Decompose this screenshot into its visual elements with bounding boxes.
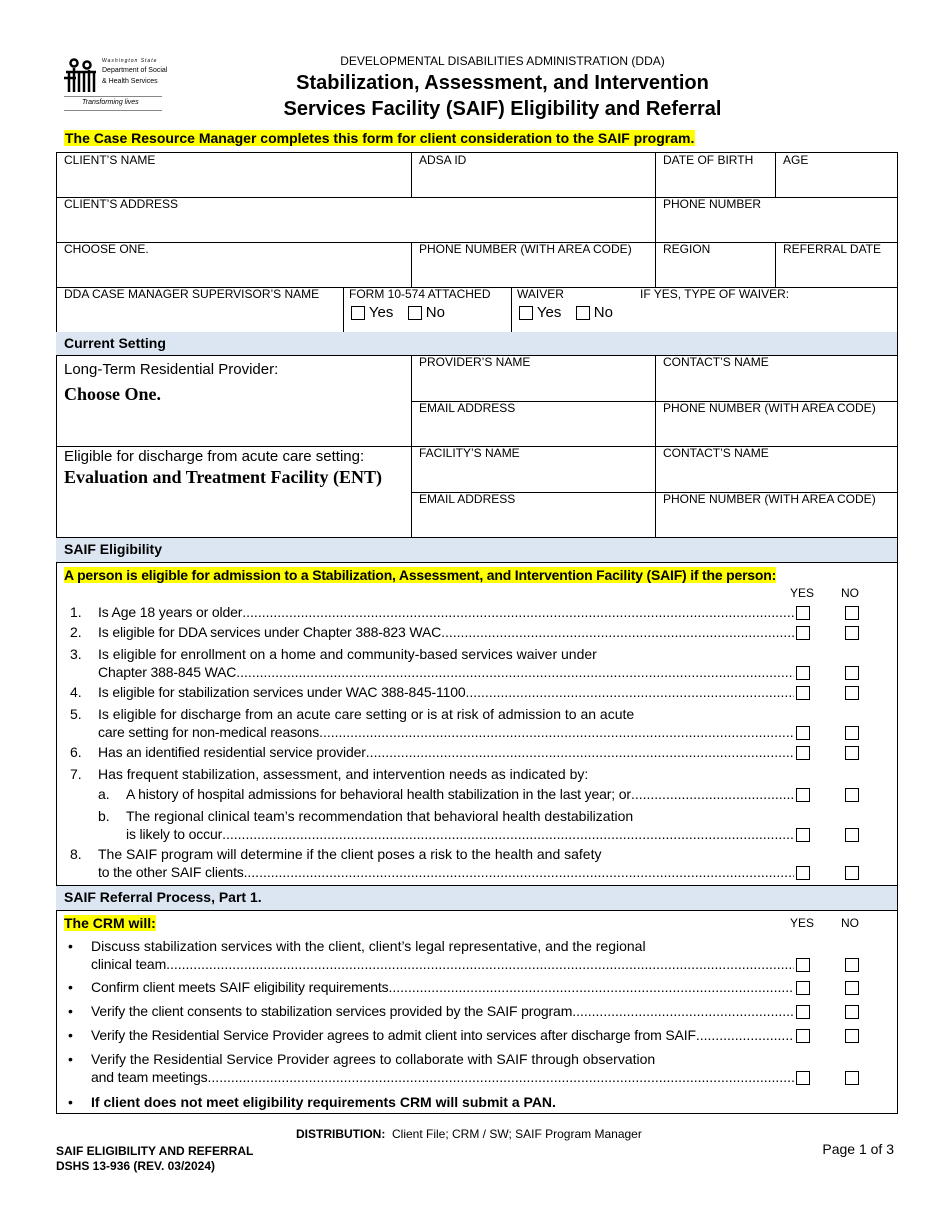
- instruction-text: The Case Resource Manager completes this form for client consideration to the SAIF program.: [65, 130, 695, 146]
- discharge-section: [56, 446, 412, 538]
- item-text: Discuss stabilization services with the client, client’s legal representative, and the regional: [91, 938, 646, 954]
- item-text: The regional clinical team’s recommendation that behavioral health destabilization: [126, 808, 634, 824]
- dob-field[interactable]: DATE OF BIRTH: [655, 152, 776, 198]
- yes-column-label: YES: [790, 586, 815, 600]
- no-checkbox[interactable]: [845, 981, 859, 995]
- yes-checkbox[interactable]: [796, 746, 810, 760]
- no-checkbox[interactable]: [845, 1071, 859, 1085]
- yes-checkbox[interactable]: [796, 828, 810, 842]
- supervisor-field[interactable]: DDA CASE MANAGER SUPERVISOR’S NAME: [56, 287, 344, 333]
- item-number: 7.: [70, 766, 82, 782]
- item-line: is likely to occur .....: [126, 826, 794, 843]
- provider-email-field[interactable]: EMAIL ADDRESS: [411, 401, 656, 447]
- form-title-2: Services Facility (SAIF) Eligibility and Referral: [283, 98, 722, 120]
- item-line: A history of hospital admissions for behavioral health stabilization in the last year; or .....: [126, 786, 794, 803]
- facility-phone-field[interactable]: PHONE NUMBER (WITH AREA CODE): [655, 492, 898, 538]
- item-text: Verify the Residential Service Provider agrees to collaborate with SAIF through observation: [91, 1051, 656, 1067]
- referral-date-field[interactable]: REFERRAL DATE: [775, 242, 898, 288]
- yes-checkbox[interactable]: [796, 866, 810, 880]
- distribution-value: Client File; CRM / SW; SAIF Program Manager: [392, 1127, 642, 1141]
- form-name: SAIF ELIGIBILITY AND REFERRAL: [56, 1144, 254, 1158]
- waiver-yes-checkbox[interactable]: [519, 306, 533, 320]
- bullet: •: [68, 1051, 73, 1067]
- form-attached-group: FORM 10-574 ATTACHED Yes No: [343, 287, 512, 333]
- ltr-provider-section: [56, 355, 412, 447]
- yes-checkbox[interactable]: [796, 686, 810, 700]
- distribution-label: DISTRIBUTION:: [296, 1127, 386, 1141]
- yes-checkbox[interactable]: [796, 981, 810, 995]
- no-checkbox[interactable]: [845, 866, 859, 880]
- item-line: Has an identified residential service provider .....: [98, 744, 794, 761]
- client-name-field[interactable]: CLIENT’S NAME: [56, 152, 412, 198]
- item-number: b.: [98, 808, 110, 824]
- item-number: a.: [98, 786, 110, 802]
- yes-checkbox[interactable]: [796, 726, 810, 740]
- no-checkbox[interactable]: [845, 606, 859, 620]
- bullet: •: [68, 1003, 73, 1019]
- yes-label: Yes: [368, 304, 394, 321]
- bullet: •: [68, 1094, 73, 1110]
- form-number: DSHS 13-936 (REV. 03/2024): [56, 1159, 215, 1173]
- item-number: 2.: [70, 624, 82, 640]
- provider-phone-field[interactable]: PHONE NUMBER (WITH AREA CODE): [655, 401, 898, 447]
- item-line: Chapter 388-845 WAC .....: [98, 664, 794, 681]
- yes-checkbox[interactable]: [796, 958, 810, 972]
- yes-checkbox[interactable]: [796, 1005, 810, 1019]
- yes-checkbox[interactable]: [796, 626, 810, 640]
- yes-checkbox[interactable]: [796, 666, 810, 680]
- item-number: 6.: [70, 744, 82, 760]
- yes-checkbox[interactable]: [796, 788, 810, 802]
- item-text: Is eligible for discharge from an acute care setting or is at risk of admission to an acute: [98, 706, 635, 722]
- no-checkbox[interactable]: [845, 746, 859, 760]
- no-label: No: [593, 304, 613, 321]
- bullet: •: [68, 1027, 73, 1043]
- phone-area-field[interactable]: PHONE NUMBER (WITH AREA CODE): [411, 242, 656, 288]
- facility-name-field[interactable]: FACILITY’S NAME: [411, 446, 656, 493]
- page-number: Page 1 of 3: [822, 1141, 894, 1157]
- waiver-no-checkbox[interactable]: [576, 306, 590, 320]
- discharge-dropdown[interactable]: Evaluation and Treatment Facility (ENT): [64, 467, 383, 487]
- referral-header: SAIF Referral Process, Part 1.: [56, 885, 898, 911]
- item-line: and team meetings .....: [91, 1069, 794, 1086]
- discharge-label: Eligible for discharge from acute care setting:: [64, 448, 365, 465]
- item-line: Confirm client meets SAIF eligibility requirements .....: [91, 979, 794, 996]
- agency-name: DEVELOPMENTAL DISABILITIES ADMINISTRATION (DDA): [340, 54, 665, 68]
- logo-dept: Department of Social: [102, 67, 168, 74]
- current-setting-header: Current Setting: [56, 332, 898, 356]
- form-attached-yes-checkbox[interactable]: [351, 306, 365, 320]
- no-checkbox[interactable]: [845, 686, 859, 700]
- no-checkbox[interactable]: [845, 726, 859, 740]
- item-number: 8.: [70, 846, 82, 862]
- yes-checkbox[interactable]: [796, 606, 810, 620]
- item-text: Has frequent stabilization, assessment, and intervention needs as indicated by:: [98, 766, 589, 782]
- no-label: No: [425, 304, 445, 321]
- waiver-group: WAIVER IF YES, TYPE OF WAIVER: Yes No: [511, 287, 898, 333]
- item-line: to the other SAIF clients. .....: [98, 864, 794, 881]
- item-line: care setting for non-medical reasons .....: [98, 724, 794, 741]
- age-field[interactable]: AGE: [775, 152, 898, 198]
- adsa-id-field[interactable]: ADSA ID: [411, 152, 656, 198]
- eligibility-intro: A person is eligible for admission to a Stabilization, Assessment, and Intervention Facility (SAIF) if the person:: [64, 567, 777, 583]
- pan-note: If client does not meet eligibility requirements CRM will submit a PAN.: [91, 1094, 556, 1110]
- eligibility-header: SAIF Eligibility: [56, 537, 898, 563]
- waiver-type-field[interactable]: IF YES, TYPE OF WAIVER:: [640, 287, 790, 301]
- no-column-label: NO: [841, 586, 859, 600]
- address-field[interactable]: CLIENT’S ADDRESS: [56, 197, 656, 243]
- provider-name-field[interactable]: PROVIDER’S NAME: [411, 355, 656, 402]
- item-number: 5.: [70, 706, 82, 722]
- bullet: •: [68, 979, 73, 995]
- phone-field[interactable]: PHONE NUMBER: [655, 197, 898, 243]
- no-checkbox[interactable]: [845, 626, 859, 640]
- yes-checkbox[interactable]: [796, 1029, 810, 1043]
- form-title-1: Stabilization, Assessment, and Intervention: [296, 72, 709, 94]
- item-text: The SAIF program will determine if the client poses a risk to the health and safety: [98, 846, 602, 862]
- item-line: Verify the client consents to stabilization services provided by the SAIF program .....: [91, 1003, 794, 1020]
- item-line: Is Age 18 years or older .....: [98, 604, 794, 621]
- choose-one-dropdown[interactable]: CHOOSE ONE.: [56, 242, 412, 288]
- referral-intro: The CRM will:: [64, 915, 156, 931]
- provider-contact-field[interactable]: CONTACT’S NAME: [655, 355, 898, 402]
- logo-dept2: & Health Services: [102, 78, 158, 85]
- ltr-label: Long-Term Residential Provider:: [64, 361, 279, 378]
- no-checkbox[interactable]: [845, 666, 859, 680]
- no-checkbox[interactable]: [845, 1029, 859, 1043]
- item-line: Is eligible for DDA services under Chapter 388-823 WAC .....: [98, 624, 794, 641]
- item-line: clinical team .....: [91, 956, 794, 973]
- yes-column-label: YES: [790, 916, 815, 930]
- logo-state: Washington State: [102, 58, 158, 64]
- facility-contact-field[interactable]: CONTACT’S NAME: [655, 446, 898, 493]
- no-column-label: NO: [841, 916, 859, 930]
- item-line: Verify the Residential Service Provider agrees to admit client into services after discharge from SAIF .....: [91, 1027, 794, 1044]
- distribution: [296, 1127, 642, 1141]
- item-number: 3.: [70, 646, 82, 662]
- item-text: Is eligible for enrollment on a home and community-based services waiver under: [98, 646, 597, 662]
- item-line: Is eligible for stabilization services under WAC 388-845-1100 .....: [98, 684, 794, 701]
- no-checkbox[interactable]: [845, 788, 859, 802]
- item-number: 1.: [70, 604, 82, 620]
- yes-label: Yes: [536, 304, 562, 321]
- no-checkbox[interactable]: [845, 1005, 859, 1019]
- yes-checkbox[interactable]: [796, 1071, 810, 1085]
- no-checkbox[interactable]: [845, 828, 859, 842]
- region-field[interactable]: REGION: [655, 242, 776, 288]
- facility-email-field[interactable]: EMAIL ADDRESS: [411, 492, 656, 538]
- logo-tagline: Transforming lives: [82, 99, 139, 106]
- item-number: 4.: [70, 684, 82, 700]
- ltr-dropdown[interactable]: Choose One.: [64, 384, 162, 404]
- bullet: •: [68, 938, 73, 954]
- form-attached-no-checkbox[interactable]: [408, 306, 422, 320]
- no-checkbox[interactable]: [845, 958, 859, 972]
